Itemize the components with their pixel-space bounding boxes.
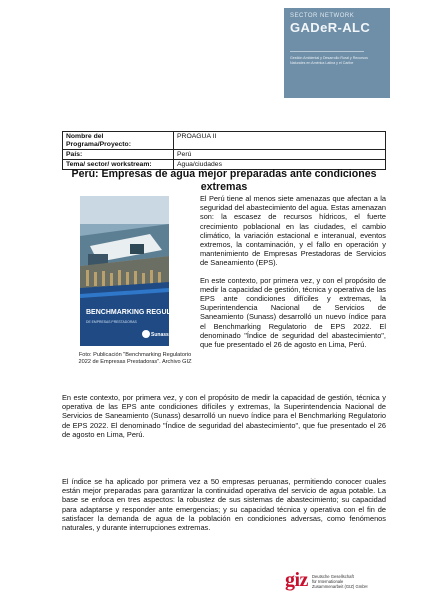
logo-description: Gestión Ambiental y Desarrollo Rural y Recursos Naturales en América Latina y el Caribe [290, 56, 368, 65]
intro-column [200, 194, 386, 349]
publication-cover-image [80, 196, 215, 346]
project-info-table [62, 131, 386, 170]
document-title: Perú: Empresas de agua mejor preparadas ante condiciones extremas [71, 168, 377, 193]
logo-brand: GADeR-ALC [290, 20, 371, 35]
table-value: Perú [174, 150, 386, 160]
table-row [63, 132, 386, 150]
giz-text-line-1: Deutsche Gesellschaft [311, 574, 354, 579]
giz-wordmark: giz [285, 569, 308, 591]
sector-network-logo [284, 8, 390, 98]
image-caption: Foto: Publicación "Benchmarking Regulatorio 2022 de Empresas Prestadoras". Archivo GIZ [78, 352, 192, 365]
paragraph-4: El índice se ha aplicado por primera vez a 50 empresas peruanas, permitiendo conocer cuales están mejor preparadas para garantizar la continuidad operativa del servicio de agua potable. La base se enfoca en tres aspectos: la robustez de sus sistemas de abastecimiento; su capacidad para adaptarse y responder ante emergencias; y su capacidad técnica y operativa con el fin de satisfacer la demanda de agua de la población en condiciones adversas, como fenómenos naturales, y durante interrupciones extremas. [62, 477, 386, 533]
paragraph-3: En este contexto, por primera vez, y con el propósito de medir la capacidad de gestión, técnica y operativa de las EPS ante condiciones difíciles y extremas, la Superintendencia Nacional de Servicios de Saneamiento (Sunass) desarrolló un nuevo índice para el Benchmarking Regulatorio de EPS 2022. El denominado "Índice de seguridad del abastecimiento", que fue presentado el 26 de agosto en Lima, Perú. [62, 393, 386, 439]
giz-text-line-2: für Internationale [311, 579, 344, 584]
cover-badge: Sunass [151, 332, 169, 338]
table-key: Nombre del Programa/Proyecto: [63, 132, 174, 150]
giz-organization-text [312, 574, 368, 589]
logo-network-label: SECTOR NETWORK [290, 13, 355, 19]
paragraph-1: El Perú tiene al menos siete amenazas que afectan a la seguridad del abastecimiento del agua. Estas amenazan son: la escasez de recursos hídricos, el fuerte crecimiento poblacional en las ciudades, el cambio climático, la variación estacional e interanual, eventos extremos, la contaminación, y el fallo en operación y mantenimiento de Empresas Prestadoras de Servicios de Saneamiento (EPS). [200, 194, 386, 268]
paragraph-2: En este contexto, por primera vez, y con el propósito de medir la capacidad de gestión, técnica y operativa de las EPS ante condiciones difíciles y extremas, la Superintendencia Nacional de Servicios de Saneamiento (Sunass) desarrolló un nuevo índice para el Benchmarking Regulatorio de EPS 2022. El denominado "Índice de seguridad del abastecimiento", que fue presentado el 26 de agosto en Lima, Perú. [200, 275, 386, 350]
cover-subheading: DE EMPRESAS PRESTADORAS [86, 320, 137, 324]
logo-divider [290, 51, 364, 52]
giz-logo [285, 569, 368, 591]
table-value: Agua/ciudades [174, 160, 386, 170]
table-value: PROAGUA II [174, 132, 386, 150]
table-key: País: [63, 150, 174, 160]
table-row [63, 150, 386, 160]
cover-heading: BENCHMARKING REGULATORIO 2022 [86, 309, 215, 316]
table-key: Tema/ sector/ workstream: [63, 160, 174, 170]
giz-text-line-3: Zusammenarbeit (GIZ) GmbH [311, 584, 368, 589]
